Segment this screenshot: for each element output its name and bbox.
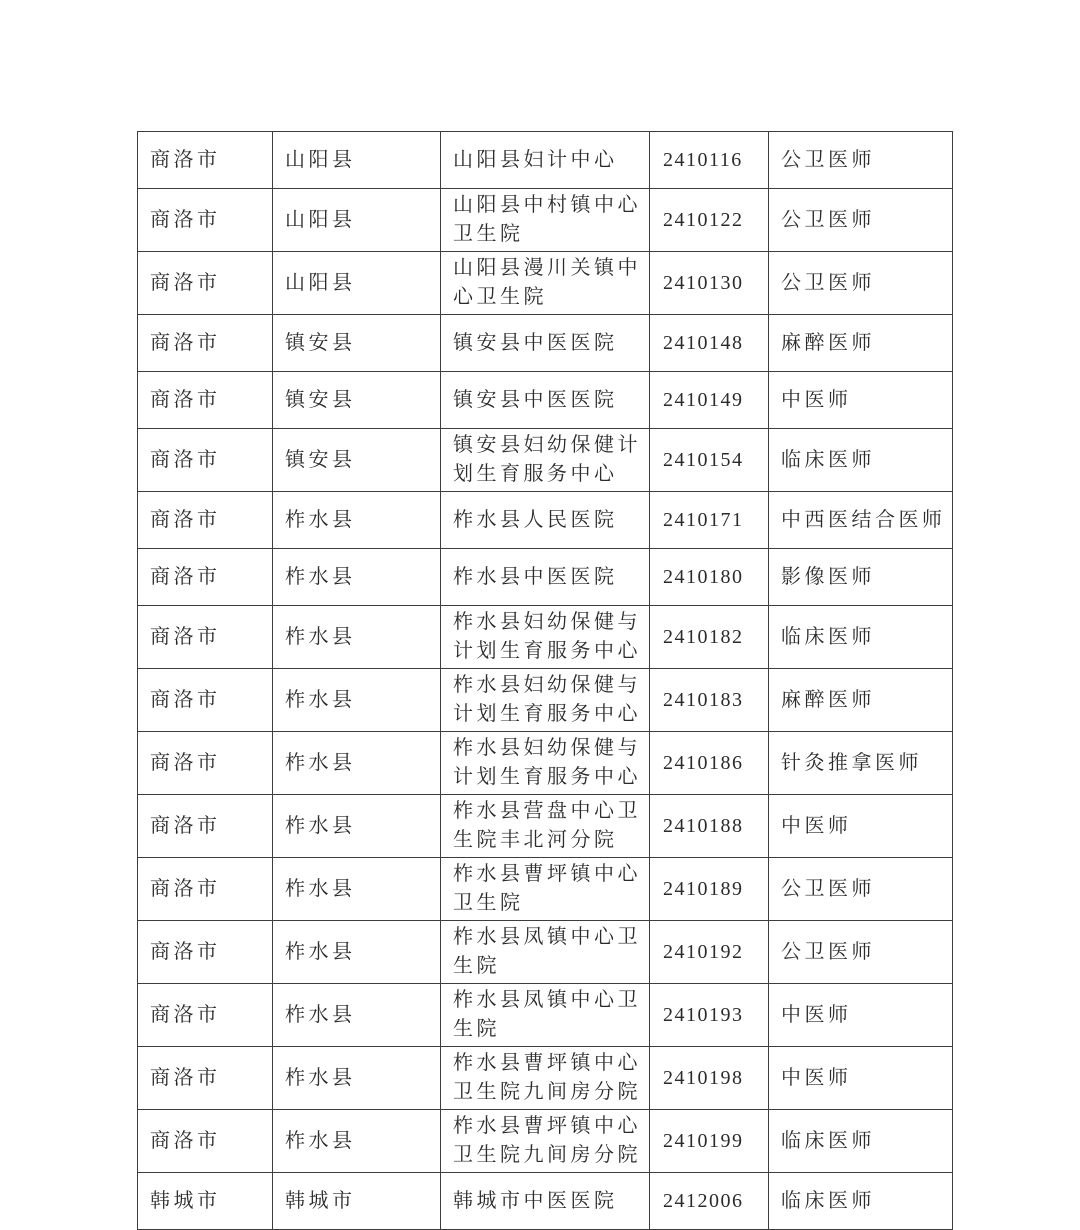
cell-code: 2410198 [650,1047,769,1110]
cell-county: 镇安县 [273,372,441,429]
cell-position: 临床医师 [769,1110,953,1173]
cell-county: 柞水县 [273,795,441,858]
cell-position: 麻醉医师 [769,315,953,372]
cell-institution: 镇安县中医医院 [441,372,650,429]
cell-code: 2410186 [650,732,769,795]
cell-county: 柞水县 [273,606,441,669]
table-body [138,132,953,1230]
cell-code: 2410180 [650,549,769,606]
cell-county: 山阳县 [273,189,441,252]
cell-institution: 柞水县曹坪镇中心卫生院九间房分院 [441,1110,650,1173]
cell-county: 柞水县 [273,549,441,606]
cell-institution: 柞水县曹坪镇中心卫生院九间房分院 [441,1047,650,1110]
cell-position: 公卫医师 [769,252,953,315]
cell-city: 商洛市 [138,549,273,606]
table-row [138,795,953,858]
cell-county: 柞水县 [273,984,441,1047]
table-row [138,669,953,732]
table-row [138,921,953,984]
cell-code: 2410199 [650,1110,769,1173]
table-row [138,1047,953,1110]
cell-institution: 山阳县妇计中心 [441,132,650,189]
cell-county: 柞水县 [273,921,441,984]
cell-institution: 柞水县凤镇中心卫生院 [441,921,650,984]
cell-county: 柞水县 [273,732,441,795]
cell-position: 中医师 [769,1047,953,1110]
table-row [138,549,953,606]
cell-position: 临床医师 [769,606,953,669]
cell-position: 麻醉医师 [769,669,953,732]
cell-position: 中医师 [769,372,953,429]
table-row [138,1110,953,1173]
table-row [138,858,953,921]
cell-county: 柞水县 [273,1047,441,1110]
cell-code: 2412006 [650,1173,769,1230]
cell-code: 2410183 [650,669,769,732]
cell-city: 商洛市 [138,669,273,732]
cell-position: 公卫医师 [769,858,953,921]
cell-city: 商洛市 [138,189,273,252]
cell-code: 2410171 [650,492,769,549]
cell-city: 商洛市 [138,372,273,429]
cell-city: 商洛市 [138,252,273,315]
table-row [138,252,953,315]
cell-city: 商洛市 [138,315,273,372]
cell-county: 柞水县 [273,1110,441,1173]
cell-county: 柞水县 [273,669,441,732]
cell-institution: 柞水县曹坪镇中心卫生院 [441,858,650,921]
cell-county: 韩城市 [273,1173,441,1230]
cell-county: 柞水县 [273,492,441,549]
cell-position: 公卫医师 [769,921,953,984]
cell-code: 2410182 [650,606,769,669]
cell-position: 公卫医师 [769,132,953,189]
cell-position: 公卫医师 [769,189,953,252]
cell-institution: 山阳县漫川关镇中心卫生院 [441,252,650,315]
cell-institution: 柞水县中医医院 [441,549,650,606]
table-row [138,429,953,492]
table-row [138,132,953,189]
cell-county: 镇安县 [273,429,441,492]
table-row [138,372,953,429]
table-row [138,984,953,1047]
cell-city: 商洛市 [138,858,273,921]
table-row [138,189,953,252]
cell-institution: 柞水县妇幼保健与计划生育服务中心 [441,669,650,732]
cell-code: 2410149 [650,372,769,429]
table-row [138,1173,953,1230]
cell-city: 商洛市 [138,429,273,492]
cell-code: 2410116 [650,132,769,189]
cell-position: 针灸推拿医师 [769,732,953,795]
table-row [138,606,953,669]
cell-city: 商洛市 [138,795,273,858]
cell-institution: 柞水县人民医院 [441,492,650,549]
cell-position: 影像医师 [769,549,953,606]
cell-county: 镇安县 [273,315,441,372]
cell-code: 2410148 [650,315,769,372]
cell-city: 商洛市 [138,606,273,669]
recruitment-table [137,131,953,1230]
cell-city: 商洛市 [138,132,273,189]
cell-position: 中医师 [769,984,953,1047]
cell-code: 2410192 [650,921,769,984]
cell-institution: 柞水县妇幼保健与计划生育服务中心 [441,606,650,669]
cell-county: 柞水县 [273,858,441,921]
cell-position: 中西医结合医师 [769,492,953,549]
cell-position: 临床医师 [769,1173,953,1230]
cell-position: 临床医师 [769,429,953,492]
cell-code: 2410122 [650,189,769,252]
cell-institution: 镇安县妇幼保健计划生育服务中心 [441,429,650,492]
cell-institution: 柞水县妇幼保健与计划生育服务中心 [441,732,650,795]
cell-code: 2410189 [650,858,769,921]
cell-institution: 山阳县中村镇中心卫生院 [441,189,650,252]
cell-code: 2410154 [650,429,769,492]
cell-city: 商洛市 [138,984,273,1047]
cell-city: 商洛市 [138,732,273,795]
cell-institution: 韩城市中医医院 [441,1173,650,1230]
cell-institution: 柞水县凤镇中心卫生院 [441,984,650,1047]
cell-institution: 镇安县中医医院 [441,315,650,372]
cell-county: 山阳县 [273,132,441,189]
cell-city: 韩城市 [138,1173,273,1230]
table-row [138,315,953,372]
cell-code: 2410130 [650,252,769,315]
cell-city: 商洛市 [138,1110,273,1173]
cell-county: 山阳县 [273,252,441,315]
cell-institution: 柞水县营盘中心卫生院丰北河分院 [441,795,650,858]
cell-position: 中医师 [769,795,953,858]
cell-city: 商洛市 [138,492,273,549]
cell-city: 商洛市 [138,921,273,984]
cell-city: 商洛市 [138,1047,273,1110]
table-row [138,732,953,795]
cell-code: 2410193 [650,984,769,1047]
cell-code: 2410188 [650,795,769,858]
table-row [138,492,953,549]
